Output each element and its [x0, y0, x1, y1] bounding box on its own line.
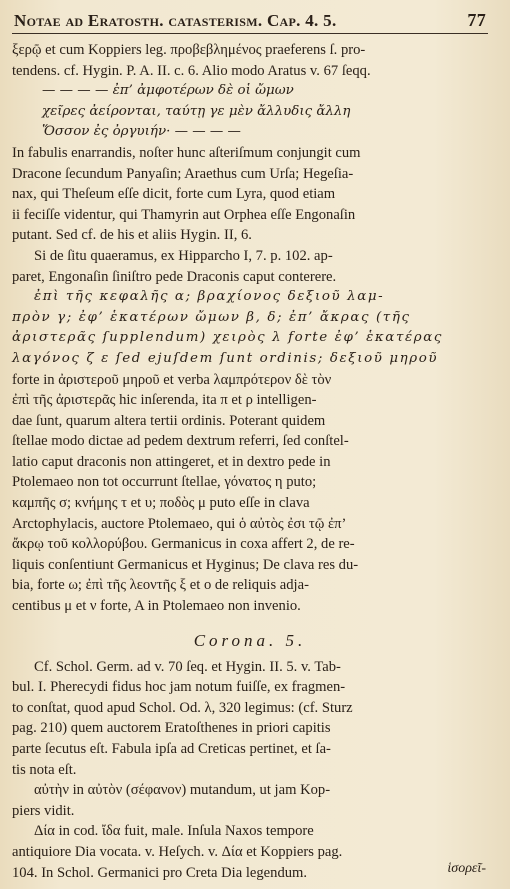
text-line: χεῖρες ἀείρονται, ταύτῃ γε μὲν ἄλλυδις ἄλλη [42, 103, 351, 119]
text-line: In fabulis enarrandis, noſter hunc aſteriſmum conjungit cum [12, 144, 361, 161]
text-line: putant. Sed cf. de his et aliis Hygin. II, 6. [12, 227, 252, 244]
text-line: latio caput draconis non attingeret, et in dextro pede in [12, 453, 331, 470]
text-line: Arctophylacis, auctore Ptolemaeo, qui ὁ αὐτὸς ἐσι τῷ ἐπ’ [12, 515, 347, 532]
text-line: paret, Engonaſin ſiniſtro pede Draconis caput conterere. [12, 268, 337, 285]
text-line: ἀριστερᾶς ſupplendum) χειρὸς λ forte ἐφ’ ἑκατέρας [12, 330, 443, 346]
page-number: 77 [467, 10, 486, 30]
text-line: — — — — ἐπ’ ἀμφοτέρων δὲ οἱ ὤμων [42, 83, 294, 99]
text-line: αὐτὴν in αὐτὸν (σέφανον) mutandum, ut jam Kop- [34, 782, 331, 799]
notes-block-cap4 [12, 40, 488, 617]
text-line: Δία in cod. ἴδα fuit, male. Inſula Naxos tempore [34, 823, 314, 840]
running-header [12, 10, 488, 34]
text-line: tendens. cf. Hygin. P. A. II. c. 6. Alio modo Aratus v. 67 ſeqq. [12, 62, 371, 79]
text-line: to conſtat, quod apud Schol. Od. λ, 320 legimus: (cf. Sturz [12, 699, 353, 716]
text-line: bul. I. Pherecydi fidus hoc jam notum fuiſſe, ex fragmen- [12, 679, 346, 696]
text-line: parte ſecutus eſt. Fabula ipſa ad Creticas pertinet, et ſa- [12, 741, 331, 757]
text-line: nax, qui Theſeum eſſe dicit, forte cum Lyra, quod etiam [12, 186, 336, 203]
text-line: Ptolemaeo non tot occurrunt ſtellae, γόνατος η puto; [12, 474, 317, 491]
text-line: καμπῆς σ; κνήμης τ et υ; ποδὸς μ puto eſſe in clava [12, 495, 310, 512]
text-line: dae ſunt, quarum altera tertii ordinis. Poterant quidem [12, 412, 326, 429]
text-line: ἄκρῳ τοῦ κολλορύβου. Germanicus in coxa affert 2, de re- [12, 536, 355, 553]
text-line: antiquiore Dia vocata. v. Heſych. v. Δία et Koppiers pag. [12, 843, 343, 860]
text-line: Ὅσσον ἐς ὀργυιήν· — — — — [42, 124, 241, 140]
text-line: ἐπὶ τῆς ἀριστερᾶς hic inſerenda, ita π et ρ intelligen- [12, 392, 317, 409]
text-line: piers vidit. [12, 802, 75, 819]
text-line: λαγόνος ζ ε ſed ejuſdem ſunt ordinis; δεξιοῦ μηροῦ [12, 350, 439, 366]
text-line: ii feciſſe videntur, qui Thamyrin aut Orphea eſſe Engonaſin [12, 206, 356, 223]
text-line: 104. In Schol. Germanici pro Creta Dia legendum. [12, 864, 308, 881]
text-line: πρὸν γ; ἐφ’ ἑκατέρων ὤμων β, δ; ἐπ’ ἄκρας (τῆς [12, 309, 411, 325]
text-line: pag. 210) quem auctorem Eratoſthenes in priori capitis [12, 720, 331, 737]
text-line: bia, forte ω; ἐπὶ τῆς λεοντῆς ξ et ο de reliquis adja- [12, 577, 309, 594]
catchword: ἱσορεῖ- [447, 861, 486, 876]
text-line: ξερῷ et cum Koppiers leg. προβεβλημένος praeferens ſ. pro- [12, 42, 366, 58]
text-line: forte in ἀριστεροῦ μηροῦ et verba λαμπρότερον δὲ τὸν [12, 371, 332, 388]
text-line: Cf. Schol. Germ. ad v. 70 ſeq. et Hygin. II. 5. v. Tab- [34, 658, 341, 675]
section-heading: Corona. 5. [193, 630, 307, 650]
text-line: Si de ſitu quaeramus, ex Hipparcho I, 7. p. 102. ap- [34, 247, 333, 264]
text-line: liquis conſentiunt Germanicus et Hyginus; De clava res du- [12, 556, 359, 573]
text-line: ἐπὶ τῆς κεφαλῆς α; βραχίονος δεξιοῦ λαμ- [34, 289, 385, 305]
text-line: ſtellae modo dictae ad pedem dextrum referri, ſed conſtel- [12, 433, 349, 450]
running-title: Notae ad Eratosth. catasterism. Cap. 4. 5. [14, 11, 337, 30]
notes-block-cap5 [12, 657, 488, 884]
text-line: Dracone ſecundum Panyaſin; Araethus cum Urſa; Hegeſia- [12, 165, 354, 182]
text-line: centibus μ et ν forte, A in Ptolemaeo non invenio. [12, 598, 301, 615]
text-line: tis nota eſt. [12, 761, 77, 778]
